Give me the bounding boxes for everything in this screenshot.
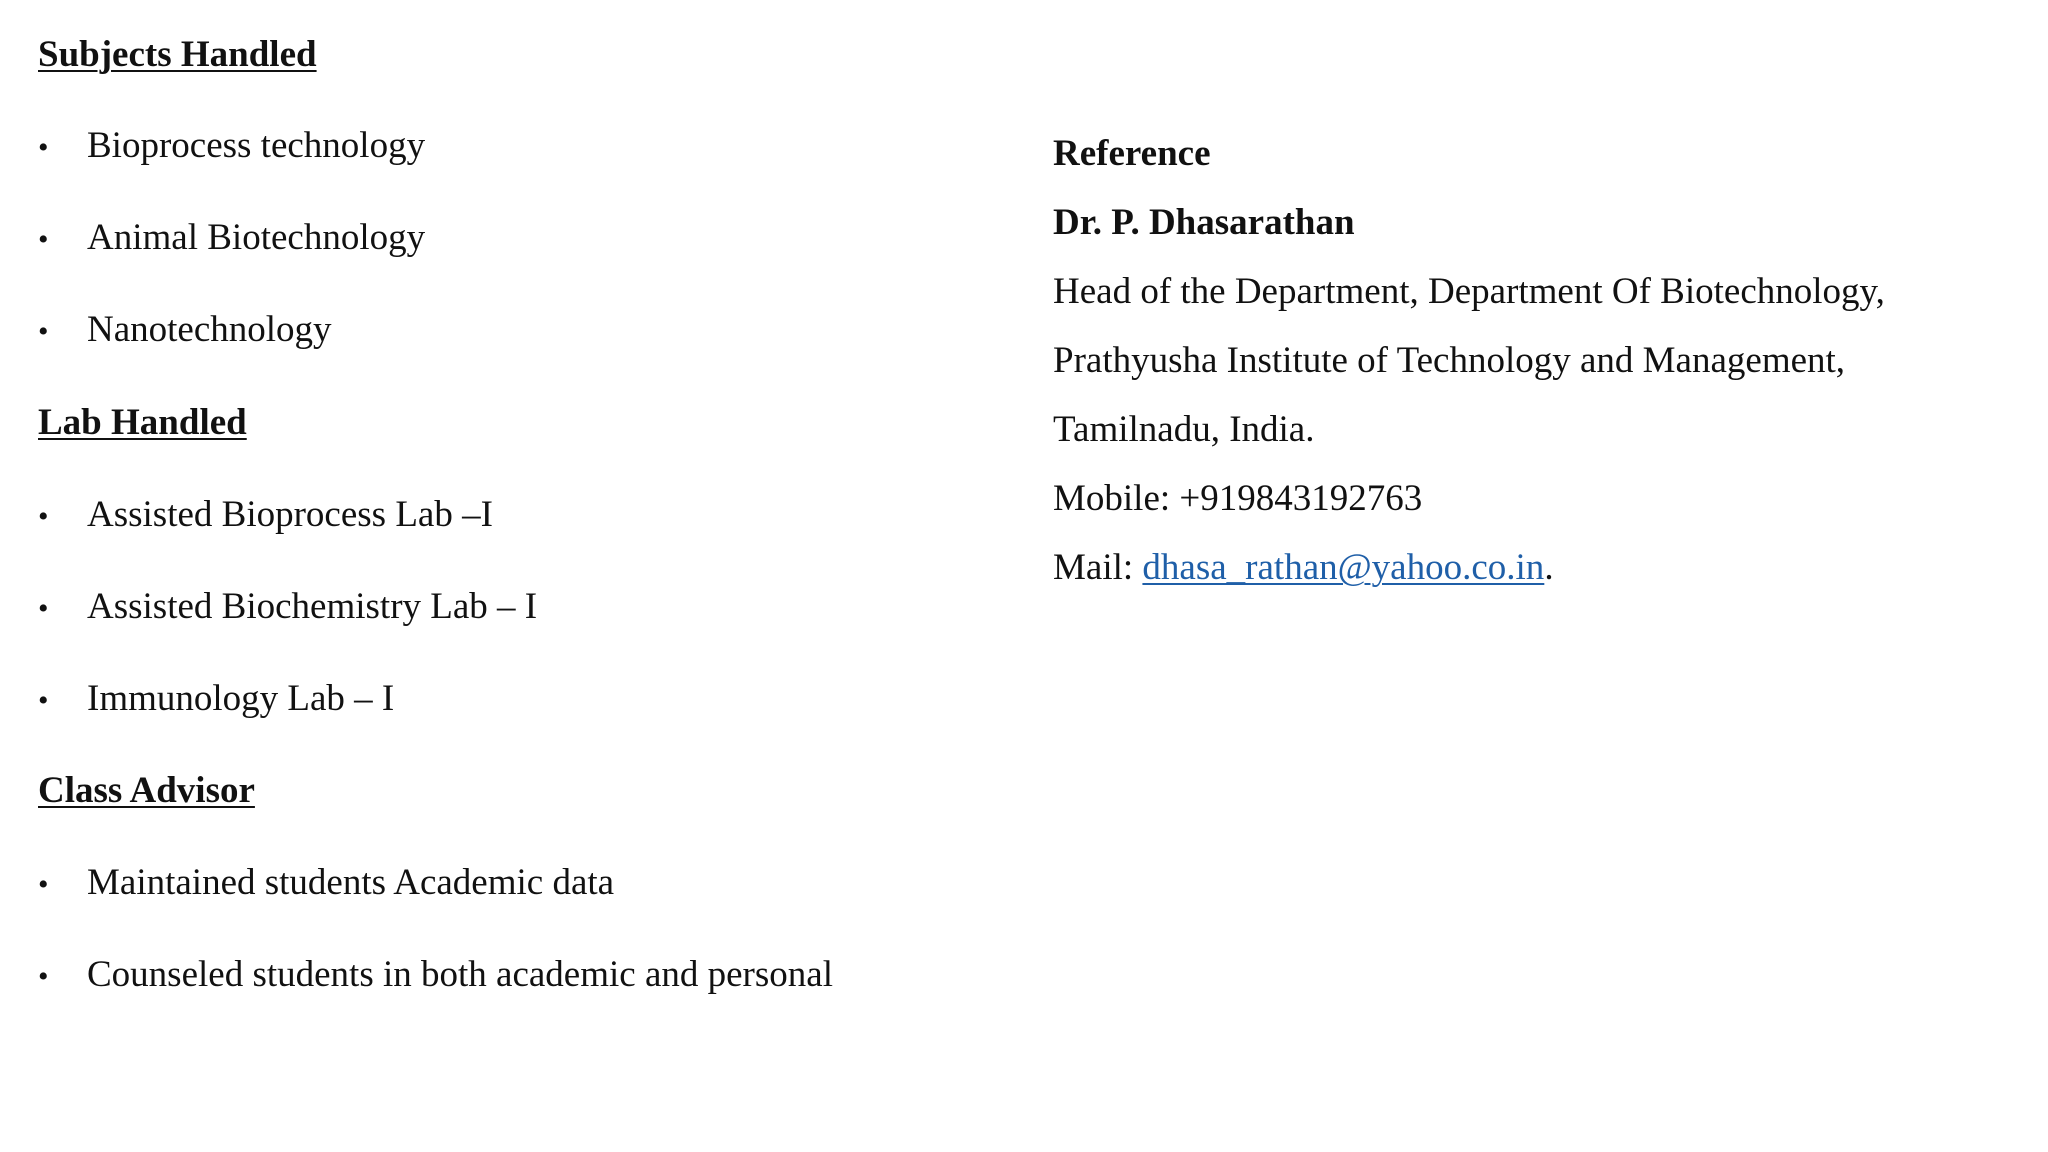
list-item [38, 864, 614, 901]
bullet-icon: • [38, 223, 49, 256]
advisor-item: Maintained students Academic data [87, 862, 615, 903]
reference-name: Dr. P. Dhasarathan [1053, 202, 1355, 243]
subject-item: Animal Biotechnology [87, 217, 426, 258]
list-item [38, 588, 537, 625]
bullet-icon: • [38, 131, 49, 164]
reference-mobile: Mobile: +919843192763 [1053, 478, 1423, 519]
list-item [38, 311, 332, 348]
lab-heading: Lab Handled [38, 402, 247, 443]
reference-location: Tamilnadu, India. [1053, 409, 1315, 450]
subject-item: Nanotechnology [87, 309, 332, 350]
bullet-icon: • [38, 592, 49, 625]
lab-item: Immunology Lab – I [87, 678, 395, 719]
lab-item: Assisted Biochemistry Lab – I [87, 586, 538, 627]
bullet-icon: • [38, 684, 49, 717]
list-item [38, 680, 394, 717]
mail-suffix: . [1544, 547, 1554, 588]
bullet-icon: • [38, 868, 49, 901]
reference-heading: Reference [1053, 133, 1211, 174]
reference-institution: Prathyusha Institute of Technology and Management, [1053, 340, 1846, 381]
list-item [38, 127, 425, 164]
lab-item: Assisted Bioprocess Lab –I [87, 494, 493, 535]
list-item [38, 496, 493, 533]
subject-item: Bioprocess technology [87, 125, 426, 166]
bullet-icon: • [38, 960, 49, 993]
list-item [38, 219, 425, 256]
reference-mail [1053, 549, 1554, 586]
bullet-icon: • [38, 315, 49, 348]
reference-position: Head of the Department, Department Of Biotechnology, [1053, 271, 1885, 312]
subjects-heading: Subjects Handled [38, 34, 317, 75]
mail-label: Mail: [1053, 547, 1143, 588]
bullet-icon: • [38, 500, 49, 533]
list-item [38, 956, 833, 993]
email-link[interactable]: dhasa_rathan@yahoo.co.in [1142, 547, 1545, 588]
advisor-item: Counseled students in both academic and personal [87, 954, 833, 995]
advisor-heading: Class Advisor [38, 770, 255, 811]
